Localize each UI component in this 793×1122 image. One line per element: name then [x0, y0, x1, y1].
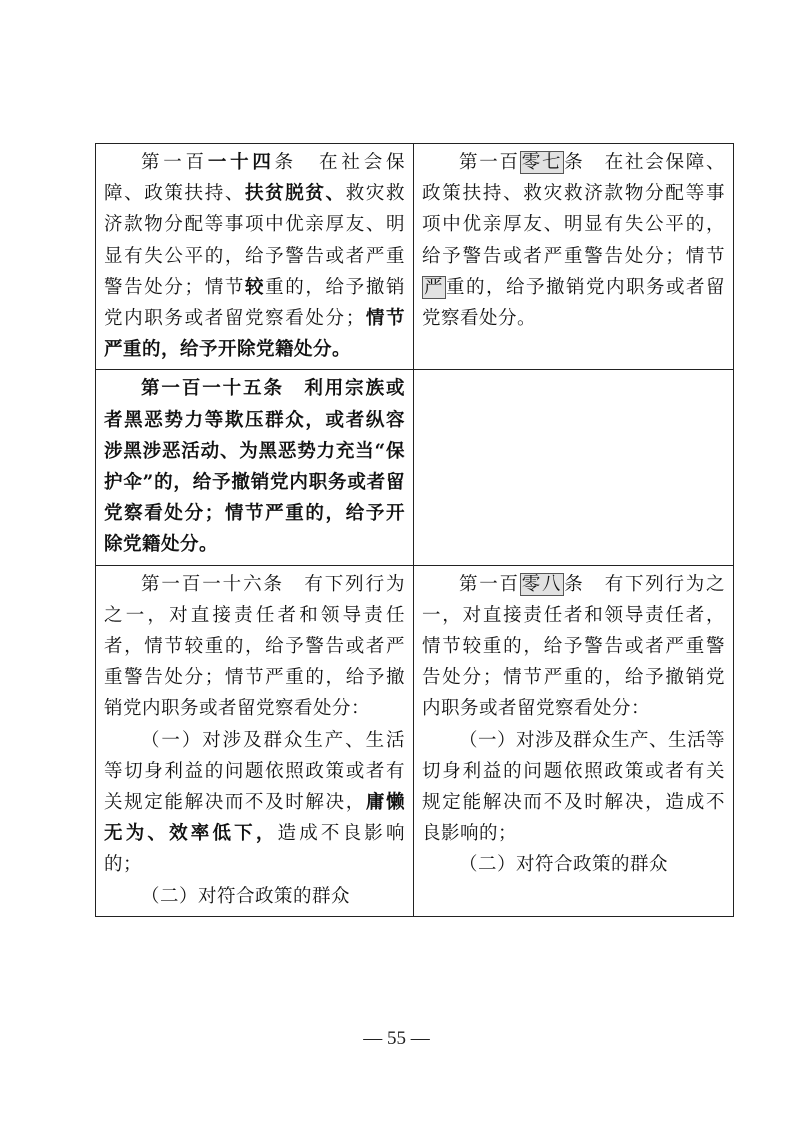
text-run: 情节严重的，给予开除党籍处分。: [104, 308, 405, 361]
paragraph: 第一百 零八 条 有下列行为之一，对直接责任者和领导责任者，情节较重的，给予警告或者严重警告处分；情节严重的，给予撤销党内职务或者留党察看处分：: [422, 573, 725, 720]
text-run: 重的，给予撤销党内职务或者留党察看处分；: [104, 276, 405, 330]
paragraph: 第一百一十六条 有下列行为之一，对直接责任者和领导责任者，情节较重的，给予警告或者严重警告处分；情节严重的，给予撤销党内职务或者留党察看处分：: [104, 573, 405, 720]
paragraph: （二）对符合政策的群众: [141, 885, 351, 907]
text-run: 扶贫脱贫、: [244, 183, 346, 205]
text-run: 救灾救济款物分配等事项中优亲厚友、明显有失公平的，给予警告或者严重警告处分；情节: [104, 183, 405, 298]
comparison-table: [95, 143, 734, 917]
deleted-article-text: 第一百一十五条 利用宗族或者黑恶势力等欺压群众，或者纵容涉黑涉恶活动、为黑恶势力充当“保护伞”的，给予撤销党内职务或者留党察看处分；情节严重的，给予开除党籍处分。: [104, 378, 405, 556]
changed-text-highlight: 严: [424, 276, 444, 298]
text-run: 第一百: [141, 152, 208, 173]
text-run: 重的，给予撤销党内职务或者留党察看处分。: [422, 276, 725, 330]
text-run: 条 在社会保障、政策扶持、: [104, 152, 405, 205]
left-cell-article-115: [96, 370, 414, 565]
table-row: [96, 370, 734, 565]
right-cell-empty: [414, 370, 734, 565]
text-run: 条 在社会保障、政策扶持、救灾救济款物分配等事项中优亲厚友、明显有失公平的，给予警告或者严重警告处分；情节: [422, 152, 725, 267]
right-cell-article-107: [414, 144, 734, 370]
page-number: — 55 —: [363, 1028, 430, 1049]
text-run: 第一百: [459, 152, 520, 173]
changed-text-highlight: 零八: [521, 573, 563, 595]
changed-text-highlight: 零七: [521, 152, 563, 173]
table-row: [96, 565, 734, 916]
right-cell-article-108: [414, 565, 734, 916]
text-run: 较: [244, 276, 266, 298]
left-cell-article-114: [96, 144, 414, 370]
left-cell-article-116: [96, 565, 414, 916]
paragraph: （二）对符合政策的群众: [459, 854, 669, 876]
text-run: 一十四: [207, 152, 275, 173]
paragraph: （一）对涉及群众生产、生活等切身利益的问题依照政策或者有关规定能解决而不及时解决，造成不良影响的；: [422, 729, 726, 845]
table-row: [96, 144, 734, 370]
paragraph: （一）对涉及群众生产、生活等切身利益的问题依照政策或者有关规定能解决而不及时解决，庸懒无为、效率低下，造成不良影响的；: [104, 729, 405, 876]
